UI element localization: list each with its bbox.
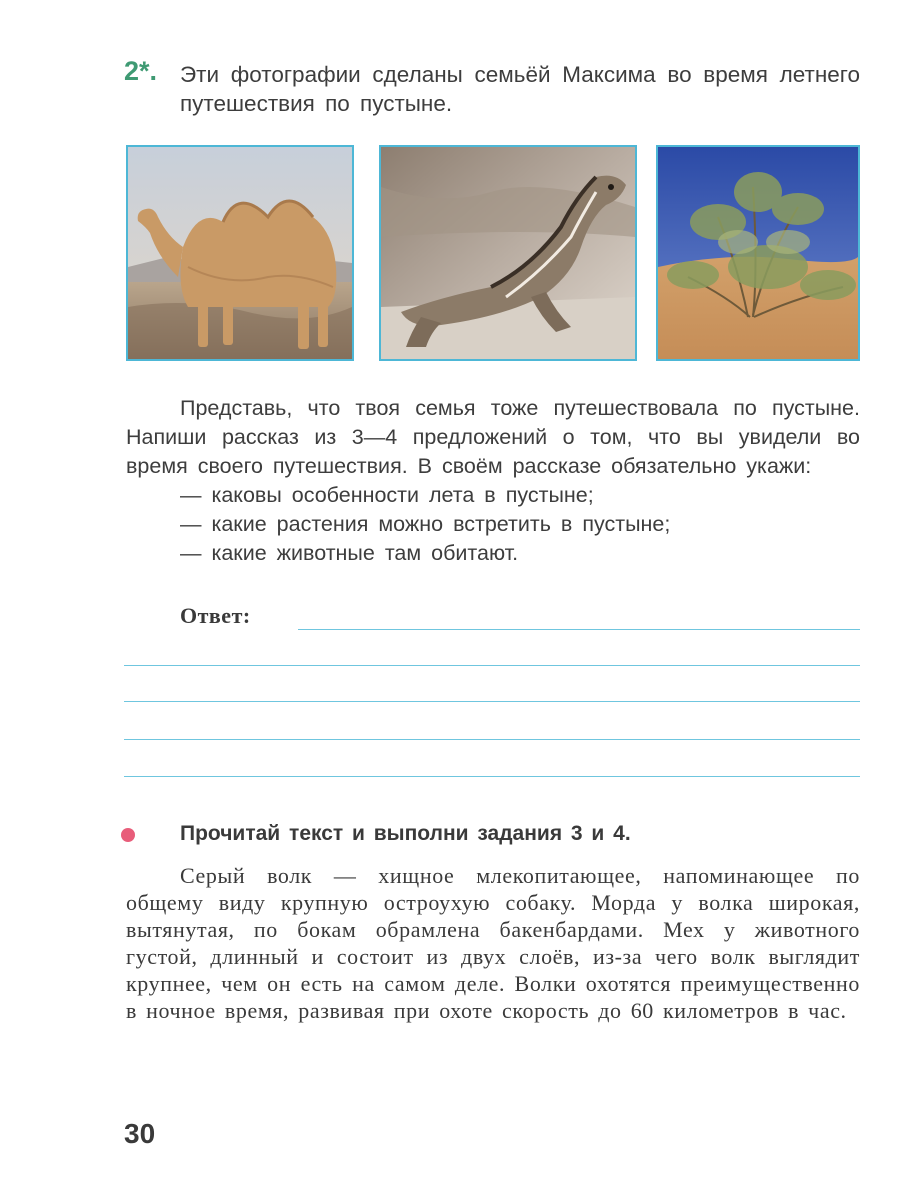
answer-line[interactable]	[298, 629, 860, 630]
lizard-photo	[379, 145, 637, 361]
instruction-paragraph: Представь, что твоя семья тоже путешествовала по пустыне. Напиши рассказ из 3—4 предложений о том, что вы увидели во время своего путешествия. В своём рассказе обязательно укажи:	[126, 396, 860, 478]
answer-line[interactable]	[124, 701, 860, 702]
task-text: Эти фотографии сделаны семьёй Максима во время летнего путешествия по пустыне.	[180, 62, 860, 116]
answer-label: Ответ:	[180, 603, 251, 628]
instruction-item: — какие животные там обитают.	[180, 541, 519, 565]
instruction-item: — какие растения можно встретить в пустыне;	[180, 512, 671, 536]
task-number: 2*.	[124, 56, 158, 86]
answer-line[interactable]	[124, 776, 860, 777]
instruction-list	[126, 481, 860, 568]
section-bullet	[121, 828, 135, 842]
camel-photo	[126, 145, 354, 361]
desert-shrub-photo	[656, 145, 860, 361]
answer-line[interactable]	[124, 665, 860, 666]
page-number: 30	[124, 1118, 156, 1149]
answer-line[interactable]	[124, 739, 860, 740]
instruction-block	[126, 394, 860, 568]
section-header: Прочитай текст и выполни задания 3 и 4.	[180, 822, 631, 845]
wolf-text: Серый волк — хищное млекопитающее, напоминающее по общему виду крупную остроухую собаку. Морда у волка широкая, вытянутая, по бокам обрамлена бакенбардами. Мех у животного густой, длинный и состоит из двух слоёв, из-за чего волк выглядит крупнее, чем он есть на самом деле. Волки охотятся преимущественно в ночное время, развивая при охоте скорость до 60 километров в час.	[126, 863, 860, 1023]
instruction-item: — каковы особенности лета в пустыне;	[180, 483, 594, 507]
